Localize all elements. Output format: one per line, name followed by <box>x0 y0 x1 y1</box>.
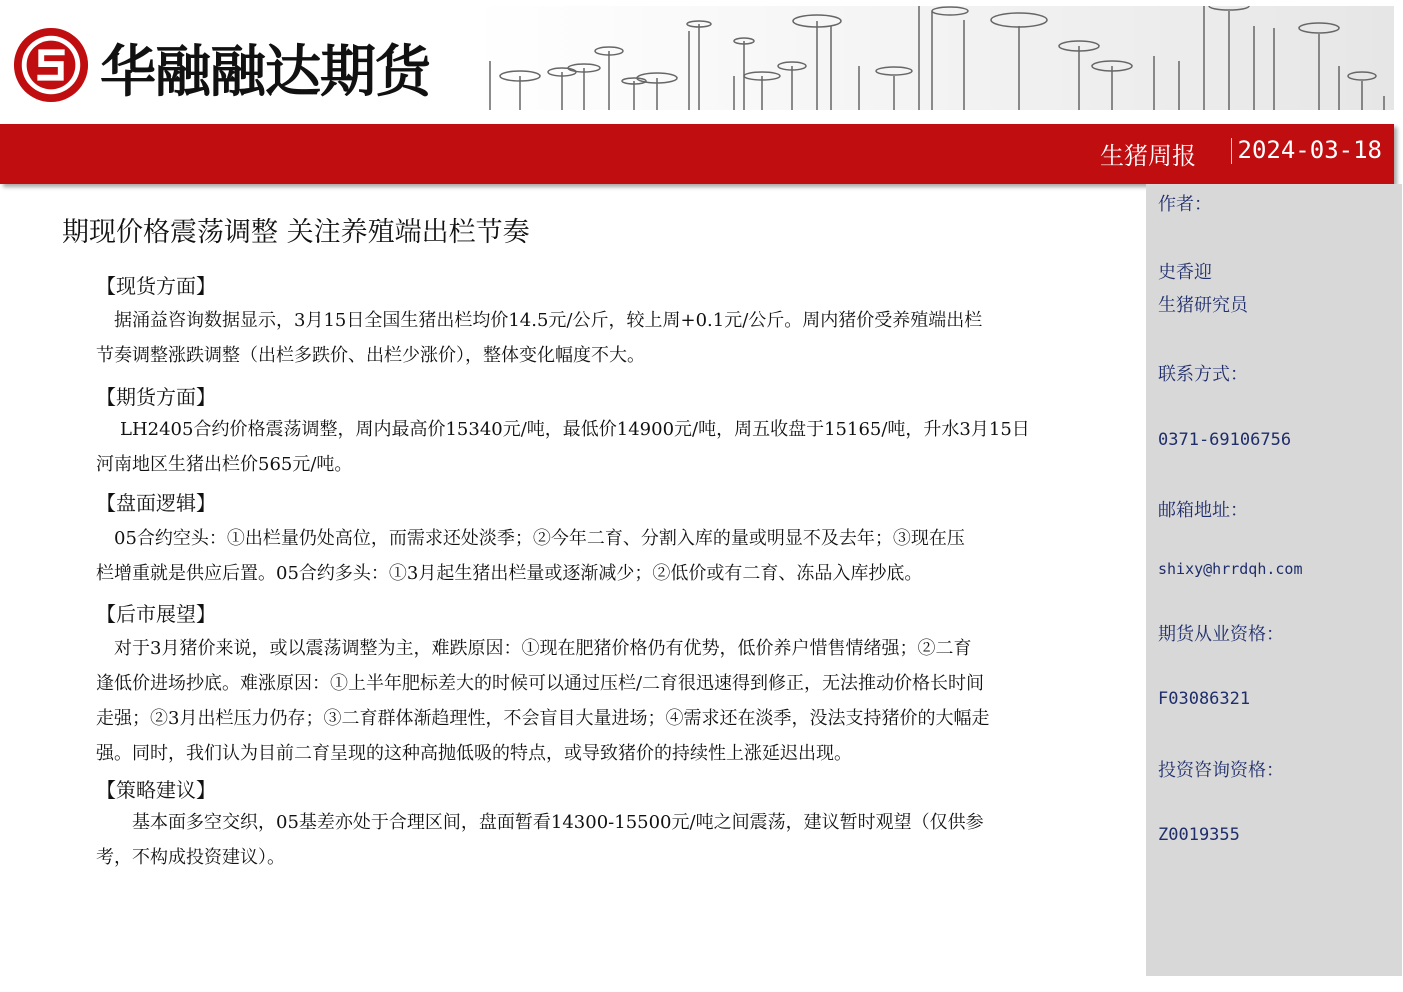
body-line: 河南地区生猪出栏价565元/吨。 <box>96 454 353 475</box>
author-label: 作者： <box>1158 194 1212 215</box>
email-address[interactable]: shixy@hrrdqh.com <box>1158 560 1303 578</box>
section-body-spot <box>96 303 1098 373</box>
body-line: 逢低价进场抄底。难涨原因：①上半年肥标差大的时候可以通过压栏/二育很迅速得到修正，无法推动价格长时间 <box>96 673 985 694</box>
author-sidebar <box>1146 184 1402 976</box>
body-line: 05合约空头：①出栏量仍处高位，而需求还处淡季；②今年二育、分割入库的量或明显不及去年；③现在压 <box>96 528 965 549</box>
section-body-outlook <box>96 631 1098 771</box>
section-heading-logic: 【盘面逻辑】 <box>96 491 216 515</box>
author-name: 史香迎 <box>1158 262 1212 283</box>
section-heading-strategy: 【策略建议】 <box>96 778 216 802</box>
body-line: 据涌益咨询数据显示，3月15日全国生猪出栏均价14.5元/公斤，较上周+0.1元/公斤。周内猪价受养殖端出栏 <box>96 310 983 331</box>
report-type: 生猪周报 <box>1100 142 1196 170</box>
company-logo <box>12 22 452 112</box>
report-title: 期现价格震荡调整 关注养殖端出栏节奏 <box>62 217 530 248</box>
section-heading-spot: 【现货方面】 <box>96 274 216 298</box>
section-heading-futures: 【期货方面】 <box>96 385 216 409</box>
email-label: 邮箱地址： <box>1158 500 1248 521</box>
license-label: 期货从业资格： <box>1158 624 1284 645</box>
author-title: 生猪研究员 <box>1158 295 1248 316</box>
body-line: 栏增重就是供应后置。05合约多头：①3月起生猪出栏量或逐渐减少；②低价或有二育、冻品入库抄底。 <box>96 563 923 584</box>
body-line: LH2405合约价格震荡调整，周内最高价15340元/吨，最低价14900元/吨，周五收盘于15165/吨，升水3月15日 <box>120 419 1030 440</box>
section-body-strategy <box>96 805 1098 875</box>
body-line: 基本面多空交织，05基差亦处于合理区间，盘面暂看14300-15500元/吨之间震荡，建议暂时观望（仅供参 <box>96 812 984 833</box>
section-body-futures-cont <box>96 447 1098 482</box>
license-number: F03086321 <box>1158 689 1251 709</box>
header-divider <box>1231 138 1232 164</box>
contact-label: 联系方式： <box>1158 364 1248 385</box>
logo-mark-icon <box>12 26 90 104</box>
section-body-logic <box>96 521 1098 591</box>
section-heading-outlook: 【后市展望】 <box>96 602 216 626</box>
body-line: 考，不构成投资建议）。 <box>96 847 285 868</box>
body-line: 走强；②3月出栏压力仍存；③二育群体渐趋理性，不会盲目大量进场；④需求还在淡季，没法支持猪价的大幅走 <box>96 708 990 729</box>
report-header-bar <box>0 124 1394 184</box>
section-body-futures <box>120 412 1098 447</box>
body-line: 对于3月猪价来说，或以震荡调整为主，难跌原因：①现在肥猪价格仍有优势，低价养户惜售情绪强；②二育 <box>96 638 972 659</box>
banner-image <box>474 6 1394 110</box>
advisory-label: 投资咨询资格： <box>1158 760 1284 781</box>
body-line: 节奏调整涨跌调整（出栏多跌价、出栏少涨价），整体变化幅度不大。 <box>96 345 645 366</box>
phone-number: 0371-69106756 <box>1158 430 1292 450</box>
advisory-number: Z0019355 <box>1158 825 1240 845</box>
report-date: 2024-03-18 <box>1237 136 1382 164</box>
body-line: 强。同时，我们认为目前二育呈现的这种高抛低吸的特点，或导致猪价的持续性上涨延迟出现。 <box>96 743 852 764</box>
company-name: 华融融达期货 <box>100 40 430 105</box>
